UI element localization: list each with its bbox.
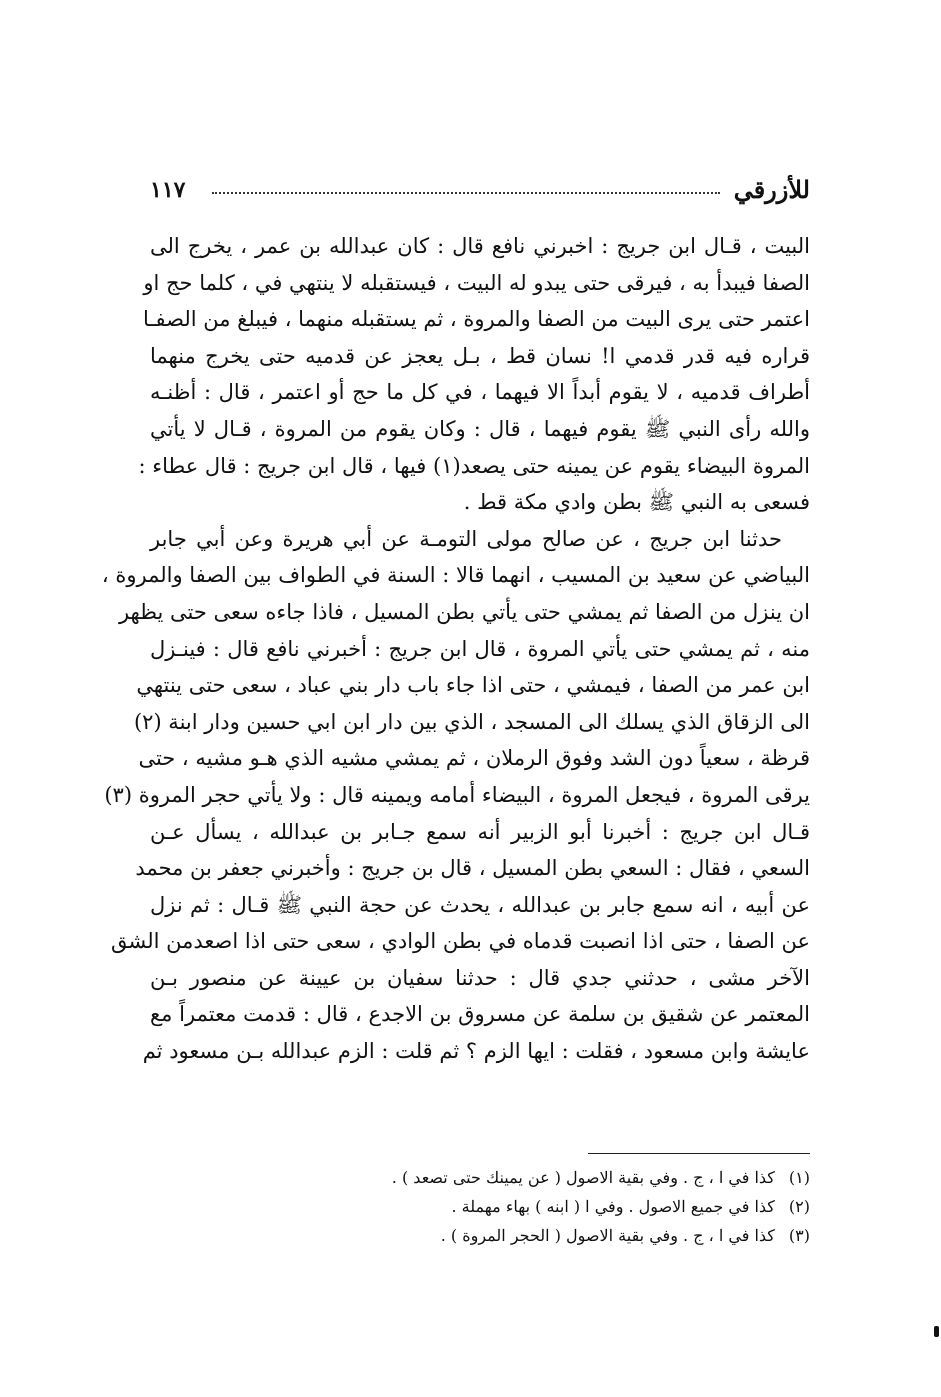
main-text xyxy=(101,228,810,1070)
margin-ink-mark xyxy=(934,1326,939,1337)
text-line: منه ، ثم يمشي حتى يأتي المروة ، قال ابن جريج : أخبرني نافع قال : فينـزل xyxy=(150,636,810,661)
footnote xyxy=(150,1163,810,1192)
footnote-number: (٢) xyxy=(788,1197,810,1216)
text-line: ان ينزل من الصفا ثم يمشي حتى يأتي بطن المسيل ، فاذا جاءه سعى حتى يظهر xyxy=(118,599,810,624)
footnote-number: (٣) xyxy=(788,1226,810,1245)
text-line: أطراف قدميه ، لا يقوم أبداً الا فيهما ، في كل ما حج أو اعتمر ، قال : أظنـه xyxy=(150,380,810,405)
text-line: الى الزقاق الذي يسلك الى المسجد ، الذي بين دار ابن ابي حسين ودار ابنة (٢) xyxy=(133,709,810,734)
footnote-separator xyxy=(588,1153,810,1154)
text-line: حدثنا ابن جريج ، عن صالح مولى التومـة عن أبي هريرة وعن أبي جابر xyxy=(150,526,782,551)
footnote-number: (١) xyxy=(788,1168,810,1187)
text-line: عن الصفا ، حتى اذا انصبت قدماه في بطن الوادي ، سعى حتى اذا اصعدمن الشق xyxy=(111,929,810,954)
text-line: فسعى به النبي ﷺ بطن وادي مكة قط . xyxy=(463,490,810,515)
running-head: للأزرقي xyxy=(733,175,810,204)
footnote xyxy=(150,1192,810,1221)
page-header xyxy=(150,172,810,208)
text-line: قـال ابن جريج : أخبرنا أبو الزبير أنه سمع جـابر بن عبدالله ، يسأل عـن xyxy=(150,819,810,844)
footnote-text: كذا في ا ، ج . وفي بقية الاصول ( عن يمينك حتى تصعد ) . xyxy=(391,1168,775,1187)
text-line: السعي ، فقال : السعي بطن المسيل ، قال بن جريج : وأخبرني جعفر بن محمد xyxy=(135,856,810,881)
footnote xyxy=(150,1221,810,1250)
text-line: عايشة وابن مسعود ، فقلت : ايها الزم ؟ ثم قلت : الزم عبدالله بـن مسعود ثم xyxy=(142,1039,810,1064)
text-line: الصفا فيبدأ به ، فيرقى حتى يبدو له البيت ، فيستقبله لا ينتهي في ، كلما حج او xyxy=(143,270,810,295)
text-line: اعتمر حتى يرى البيت من الصفا والمروة ، ثم يستقبله منهما ، فيبلغ من الصفـا xyxy=(142,307,810,332)
text-line: البيت ، قـال ابن جريج : اخبرني نافع قال : كان عبدالله بن عمر ، يخرج الى xyxy=(150,234,810,258)
text-line: قراره فيه قدر قدمي ا! نسان قط ، بـل يعجز عن قدميه حتى يخرج منهما xyxy=(150,343,810,368)
text-line: قرظة ، سعياً دون الشد وفوق الرملان ، ثم يمشي مشيه الذي هـو مشيه ، حتى xyxy=(138,746,810,771)
text-line: ابن عمر من الصفا ، فيمشي ، حتى اذا جاء باب دار بني عباد ، سعى حتى ينتهي xyxy=(136,673,810,698)
text-line: يرقى المروة ، فيجعل المروة ، البيضاء أمامه ويمينه قال : ولا يأتي حجر المروة (٣) xyxy=(104,782,810,807)
page-number: ١١٧ xyxy=(150,177,186,203)
text-line: المروة البيضاء يقوم عن يمينه حتى يصعد(١) فيها ، قال ابن جريج : قال عطاء : xyxy=(138,453,810,478)
text-line: والله رأى النبي ﷺ يقوم فيهما ، قال : وكان يقوم من المروة ، قـال لا يأتي xyxy=(150,416,810,441)
text-line: البياضي عن سعيد بن المسيب ، انهما قالا : السنة في الطواف بين الصفا والمروة ، xyxy=(101,563,810,588)
footnote-text: كذا في ا ، ج . وفي بقية الاصول ( الحجر المروة ) . xyxy=(440,1226,775,1245)
header-dotted-rule xyxy=(212,192,720,194)
footnotes xyxy=(150,1163,810,1250)
text-line: الآخر مشى ، حدثني جدي قال : حدثنا سفيان بن عيينة عن منصور بـن xyxy=(150,965,810,990)
text-line: المعتمر عن شقيق بن سلمة عن مسروق بن الاجدع ، قال : قدمت معتمراً مع xyxy=(150,1002,810,1027)
footnote-text: كذا في جميع الاصول . وفي ا ( ابنه ) بهاء مهملة . xyxy=(451,1197,775,1216)
text-line: عن أبيه ، انه سمع جابر بن عبدالله ، يحدث عن حجة النبي ﷺ قـال : ثم نزل xyxy=(150,892,810,917)
